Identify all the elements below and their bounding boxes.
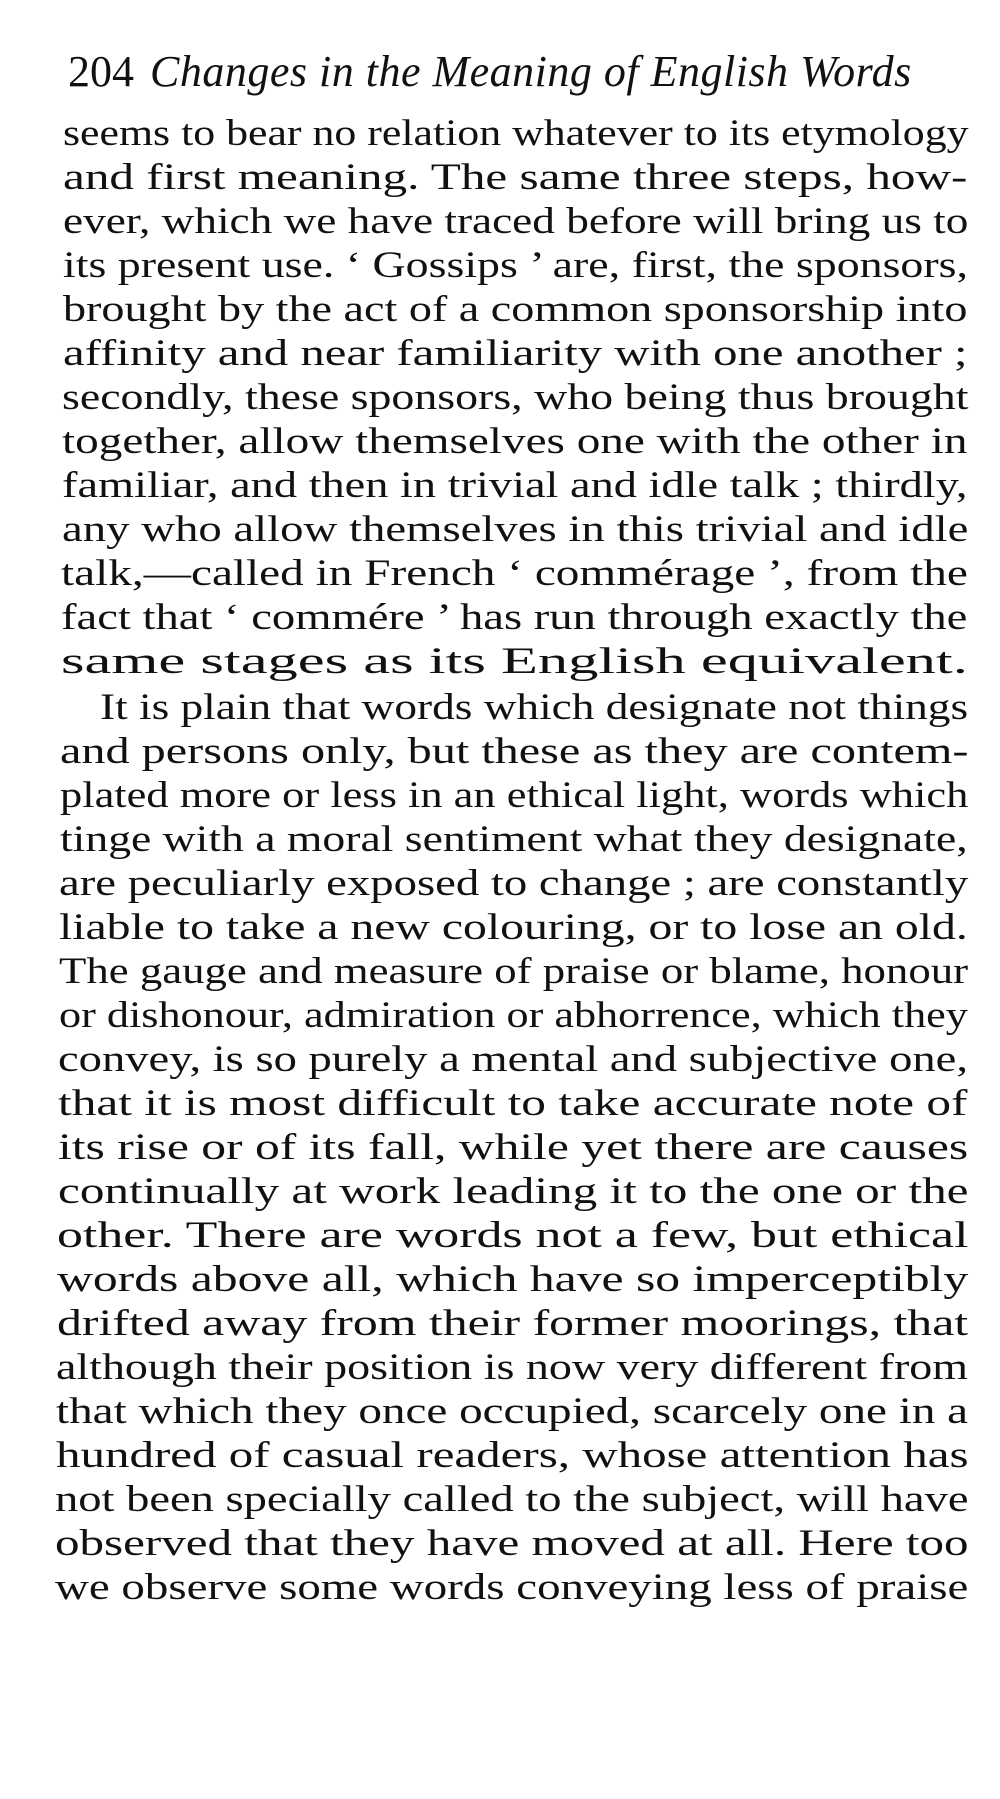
text-line: secondly, these sponsors, who being thus brought: [62, 377, 969, 418]
text-line: fact that ‘ commére ’ has run through exactly the: [61, 597, 968, 638]
text-line: words above all, which have so imperceptibly: [57, 1259, 969, 1300]
text-line: that it is most difficult to take accurate note of: [58, 1083, 968, 1124]
text-line: convey, is so purely a mental and subjective one,: [58, 1039, 969, 1080]
text-line: The gauge and measure of praise or blame, honour: [59, 951, 969, 992]
text-line: and first meaning. The same three steps, how-: [63, 157, 968, 198]
text-line: brought by the act of a common sponsorship into: [63, 289, 968, 330]
text-line: are peculiarly exposed to change ; are constantly: [59, 863, 969, 904]
text-line: seems to bear no relation whatever to its etymology: [63, 113, 969, 154]
text-line: we observe some words conveying less of praise: [55, 1567, 969, 1608]
text-line: continually at work leading it to the one or the: [58, 1171, 969, 1212]
text-line: liable to take a new colouring, or to lose an old.: [59, 907, 968, 948]
text-line: any who allow themselves in this trivial and idle: [62, 509, 969, 550]
text-line: familiar, and then in trivial and idle talk ; thirdly,: [62, 465, 968, 506]
text-line: drifted away from their former moorings, that: [57, 1303, 969, 1344]
text-line: ever, which we have traced before will bring us to: [63, 201, 969, 242]
text-line: same stages as its English equivalent.: [61, 641, 968, 682]
text-line: and persons only, but these as they are contem-: [60, 731, 969, 772]
page-number: 204: [68, 47, 134, 96]
text-line: observed that they have moved at all. Here too: [55, 1523, 969, 1564]
text-line: plated more or less in an ethical light, words which: [60, 775, 969, 816]
text-line: its rise or of its fall, while yet there are causes: [58, 1127, 969, 1168]
text-line: although their position is now very different from: [56, 1347, 969, 1388]
text-line: tinge with a moral sentiment what they designate,: [60, 819, 968, 860]
text-line: hundred of casual readers, whose attention has: [56, 1435, 969, 1476]
text-line: or dishonour, admiration or abhorrence, which they: [59, 995, 968, 1036]
text-line: not been specially called to the subject, will have: [55, 1479, 969, 1520]
text-line: other. There are words not a few, but ethical: [57, 1215, 969, 1256]
text-line: together, allow themselves one with the other in: [62, 421, 968, 462]
text-line: its present use. ‘ Gossips ’ are, first, the sponsors,: [63, 245, 968, 286]
text-line: affinity and near familiarity with one another ;: [63, 333, 968, 374]
text-line: talk,—called in French ‘ commérage ’, from the: [61, 553, 968, 594]
text-line: It is plain that words which designate not things: [100, 687, 969, 728]
page-header-title: Changes in the Meaning of English Words: [150, 47, 912, 96]
text-line: that which they once occupied, scarcely one in a: [56, 1391, 969, 1432]
